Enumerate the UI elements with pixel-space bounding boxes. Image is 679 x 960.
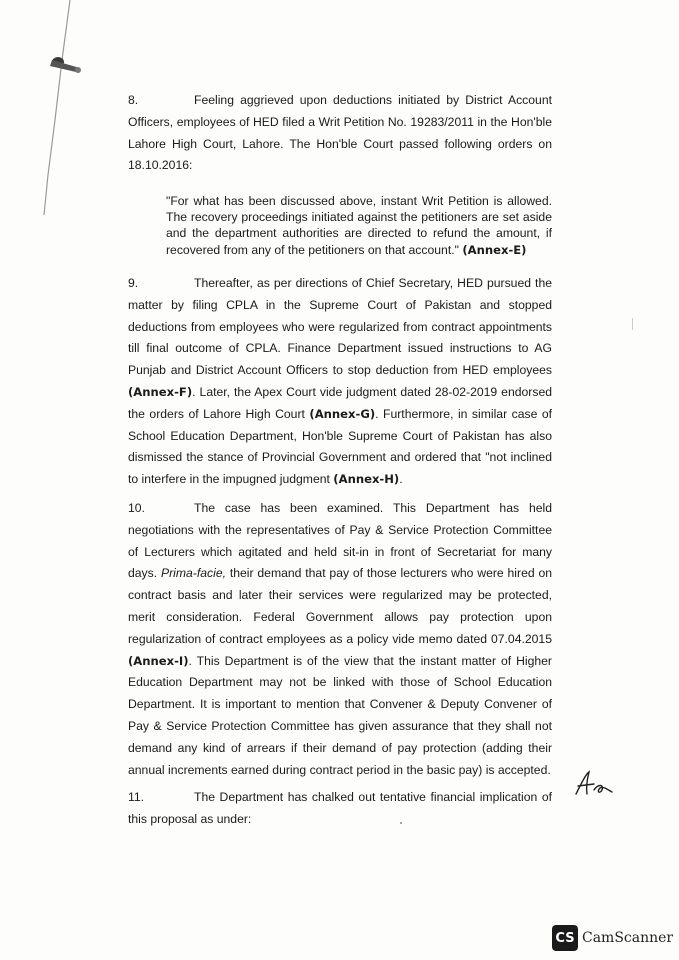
paragraph-text: Thereafter, as per directions of Chief Secretary, HED pursued the matter by filing CPLA in the Supreme Court of Pakistan and stopped deductions from employees who were regularized from contract appointments till final outcome of CPLA. Finance Department issued instructions to AG Punjab and District Account Officers to stop deduction from HED employees	[128, 276, 552, 378]
scan-speck	[400, 822, 402, 824]
paragraph-text: . This Department is of the view that the instant matter of Higher Education Department may not be linked with those of School Education Department. It is important to mention that Convener & Deputy Convener of Pay & Service Protection Committee has given assurance that they shall not demand any kind of arrears if their demand of pay protection (adding their annual increments earned during contract period in the basic pay) is accepted.	[128, 653, 552, 777]
paragraph-10	[128, 498, 552, 781]
paragraph-number: 8.	[128, 93, 139, 107]
paragraph-number: 10.	[128, 501, 145, 515]
paragraph-11	[128, 787, 552, 831]
annex-reference: (Annex-H)	[333, 472, 400, 487]
camscanner-label: CamScanner	[582, 930, 674, 946]
camscanner-badge: CS	[552, 925, 578, 951]
quote-text: "For what has been discussed above, instant Writ Petition is allowed. The recovery proceedings initiated against the petitioners are set aside and the department authorities are directed to refund the amount, if recovered from any of the petitioners on that account."	[166, 194, 552, 257]
paragraph-number: 11.	[128, 790, 145, 804]
staple-pin-icon	[0, 0, 90, 230]
annex-reference: (Annex-I)	[128, 653, 189, 668]
paragraph-9	[128, 273, 552, 491]
court-order-quote	[166, 193, 552, 258]
paragraph-text: . Furthermore, in similar case of School Education Department, Hon'ble Supreme Court of Pakistan has also dismissed the stance of Provincial Government and ordered that "not inclined to interfere in the impugned judgment	[128, 406, 553, 487]
handwritten-initials-icon	[572, 770, 616, 800]
scan-speck	[632, 318, 633, 330]
paragraph-text: . Later, the Apex Court vide judgment dated 28-02-2019 endorsed the orders of Lahore High Court	[128, 384, 552, 421]
paragraph-text: The Department has chalked out tentative financial implication of this proposal as under:	[128, 790, 552, 826]
paragraph-text: .	[399, 472, 403, 487]
paragraph-number: 9.	[128, 276, 139, 290]
italic-term: Prima-facie,	[160, 566, 226, 581]
camscanner-watermark	[552, 925, 673, 951]
annex-reference: (Annex-E)	[462, 242, 527, 257]
paragraph-8	[128, 90, 552, 177]
annex-reference: (Annex-G)	[309, 406, 376, 421]
annex-reference: (Annex-F)	[128, 384, 193, 399]
paragraph-text: Feeling aggrieved upon deductions initiated by District Account Officers, employees of HED filed a Writ Petition No. 19283/2011 in the Hon'ble Lahore High Court, Lahore. The Hon'ble Court passed following orders on 18.10.2016:	[128, 93, 552, 173]
paragraph-text: their demand that pay of those lecturers who were hired on contract basis and later their services were regularized may be protected, merit consideration. Federal Government allows pay protection upon regularization of contract employees as a policy vide memo dated 07.04.2015	[128, 566, 553, 646]
paragraph-text: The case has been examined. This Department has held negotiations with the representatives of Pay & Service Protection Committee of Lecturers which agitated and held sit-in in front of Secretariat for many days.	[128, 501, 552, 581]
